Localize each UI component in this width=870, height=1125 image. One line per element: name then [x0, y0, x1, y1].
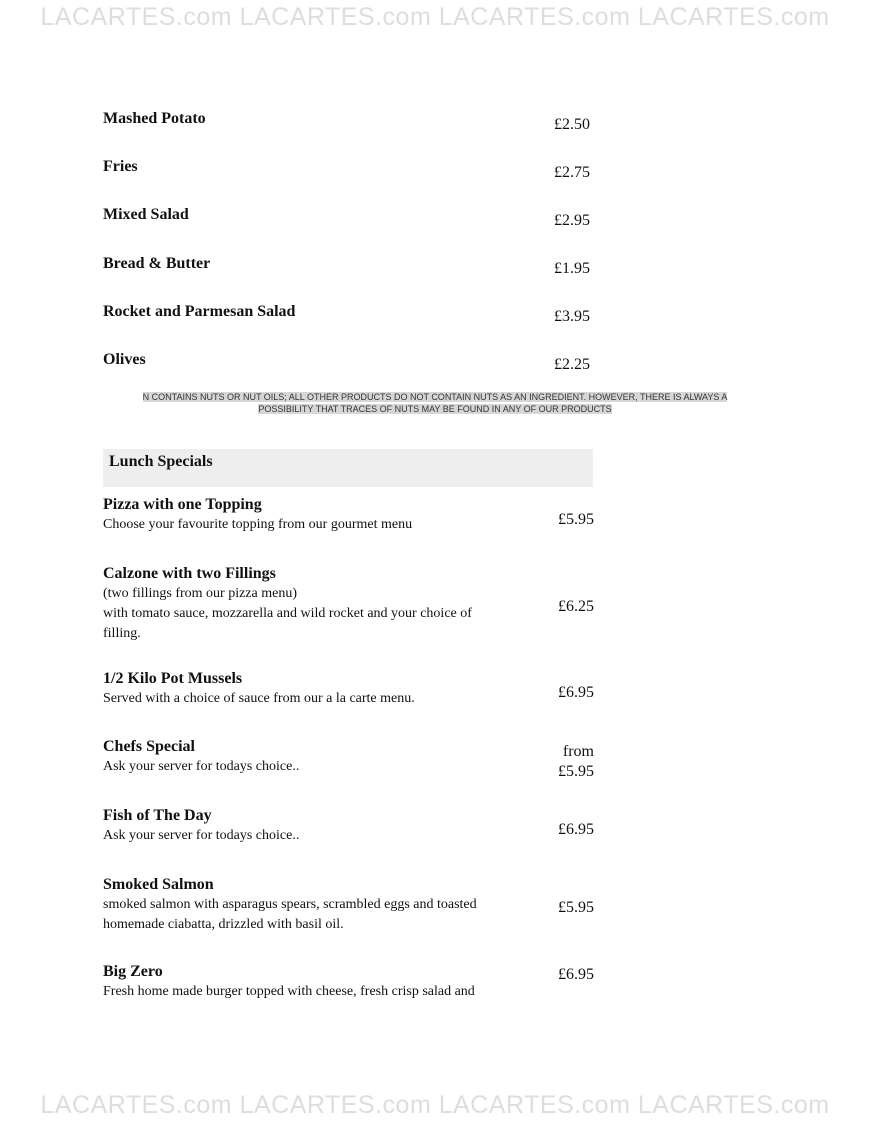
watermark-bottom: LACARTES.com LACARTES.com LACARTES.com LACARTES.com — [40, 1091, 830, 1119]
dish-calzone — [103, 564, 533, 644]
menu-item-price: £2.95 — [554, 212, 590, 229]
menu-item-price: £1.95 — [554, 260, 590, 277]
dish-description: smoked salmon with asparagus spears, scrambled eggs and toasted — [103, 897, 477, 912]
price-prefix: from — [562, 743, 594, 760]
dish-description: Ask your server for todays choice.. — [103, 759, 300, 774]
menu-item-name: Olives — [103, 351, 146, 368]
dish-price: £5.95 — [558, 511, 594, 528]
nut-notice-line-1: N CONTAINS NUTS OR NUT OILS; ALL OTHER PRODUCTS DO NOT CONTAIN NUTS AS AN INGREDIENT. HOWEVER, THERE IS ALWAYS A — [142, 392, 728, 402]
dish-smoked-salmon — [103, 875, 533, 935]
dish-price: £6.95 — [558, 966, 594, 983]
dish-fish-of-the-day — [103, 806, 533, 846]
dish-price — [554, 742, 594, 782]
dish-name: Chefs Special — [103, 738, 195, 755]
watermark-top: LACARTES.com LACARTES.com LACARTES.com LACARTES.com — [40, 3, 830, 31]
menu-item-name: Mashed Potato — [103, 110, 206, 127]
dish-description: Fresh home made burger topped with cheese, fresh crisp salad and — [103, 984, 475, 999]
price-value: £5.95 — [558, 763, 594, 780]
dish-mussels — [103, 669, 533, 709]
dish-description: homemade ciabatta, drizzled with basil oil. — [103, 917, 344, 932]
dish-description: Choose your favourite topping from our gourmet menu — [103, 517, 413, 532]
menu-item-name: Bread & Butter — [103, 255, 211, 272]
lunch-specials-header — [103, 449, 593, 487]
dish-description: Ask your server for todays choice.. — [103, 828, 300, 843]
nut-notice-line-2: POSSIBILITY THAT TRACES OF NUTS MAY BE FOUND IN ANY OF OUR PRODUCTS — [258, 404, 612, 414]
dish-chefs-special — [103, 737, 533, 777]
dish-description: with tomato sauce, mozzarella and wild rocket and your choice of — [103, 606, 472, 621]
dish-name: Calzone with two Fillings — [103, 565, 276, 582]
menu-item-price: £3.95 — [554, 308, 590, 325]
dish-description: (two fillings from our pizza menu) — [103, 586, 298, 601]
menu-item-name: Rocket and Parmesan Salad — [103, 303, 296, 320]
dish-price: £5.95 — [558, 899, 594, 916]
dish-name: Smoked Salmon — [103, 876, 214, 893]
dish-description: filling. — [103, 626, 141, 641]
menu-item-price: £2.50 — [554, 116, 590, 133]
dish-price: £6.95 — [558, 684, 594, 701]
dish-big-zero — [103, 962, 533, 1002]
dish-name: Fish of The Day — [103, 807, 212, 824]
section-title: Lunch Specials — [109, 453, 213, 470]
dish-name: 1/2 Kilo Pot Mussels — [103, 670, 243, 687]
dish-pizza — [103, 495, 533, 535]
dish-description: Served with a choice of sauce from our a la carte menu. — [103, 691, 415, 706]
dish-name: Pizza with one Topping — [103, 496, 262, 513]
dish-name: Big Zero — [103, 963, 163, 980]
menu-item-price: £2.75 — [554, 164, 590, 181]
dish-price: £6.95 — [558, 821, 594, 838]
menu-item-name: Fries — [103, 158, 138, 175]
menu-item-name: Mixed Salad — [103, 206, 189, 223]
nut-allergy-notice — [107, 391, 763, 415]
menu-item-price: £2.25 — [554, 356, 590, 373]
dish-price: £6.25 — [558, 598, 594, 615]
